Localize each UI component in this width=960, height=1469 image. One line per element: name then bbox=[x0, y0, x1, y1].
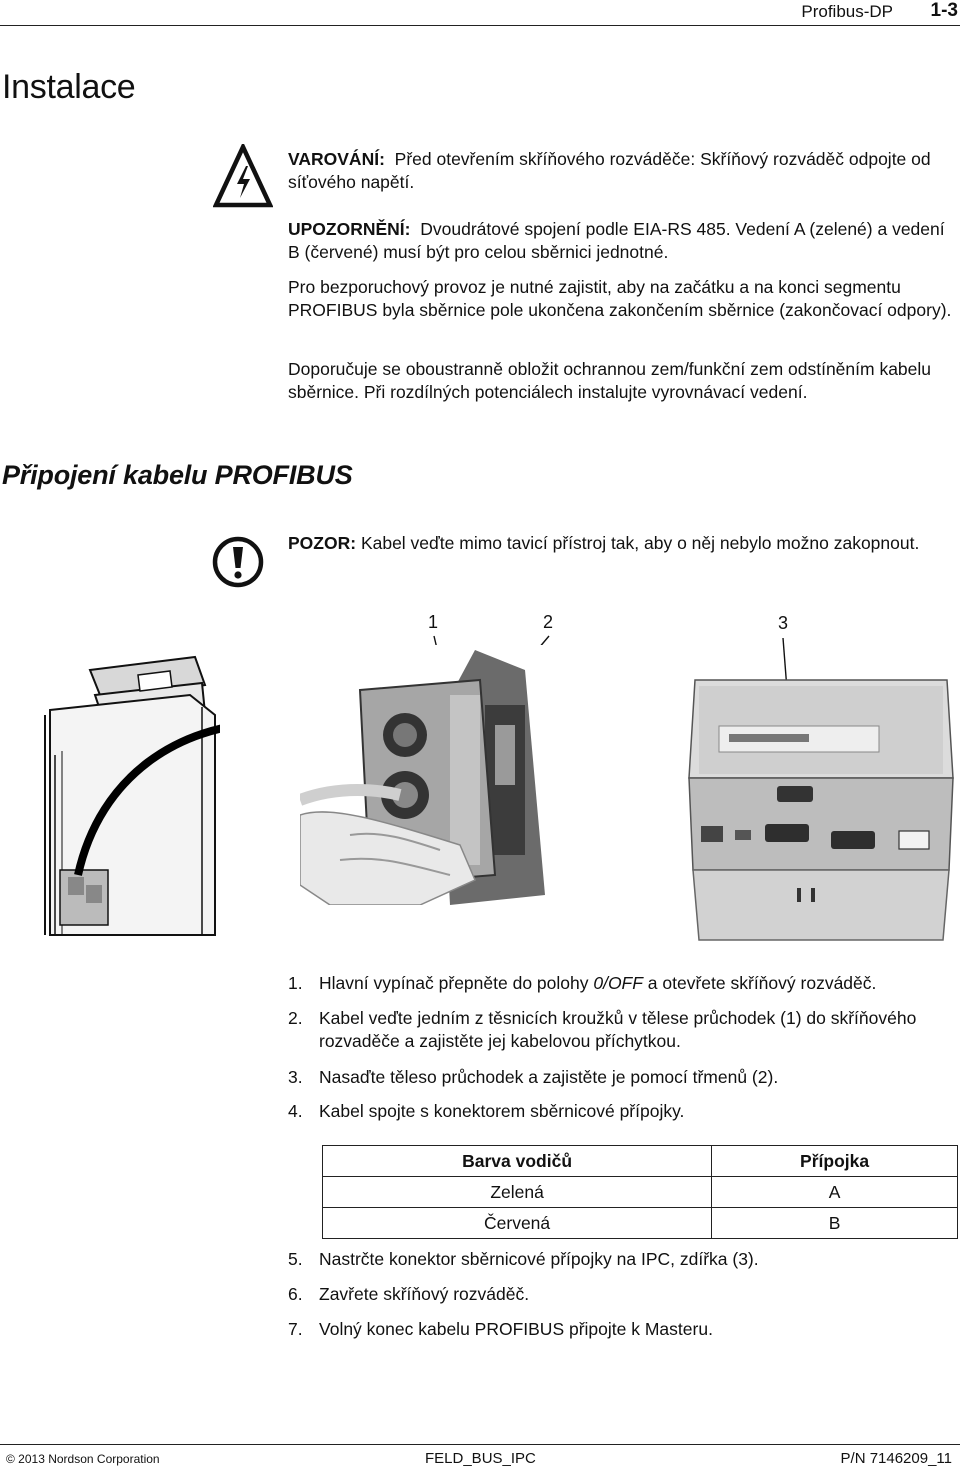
caution-text: Kabel veďte mimo tavicí přístroj tak, aby o něj nebylo možno zakopnout. bbox=[360, 533, 920, 553]
page-footer bbox=[0, 1444, 960, 1469]
cable-gland-photo bbox=[300, 645, 545, 905]
step-number: 2. bbox=[288, 1008, 303, 1028]
callout-1: 1 bbox=[428, 612, 439, 632]
step-number: 3. bbox=[288, 1067, 303, 1087]
ipc-connector-photo bbox=[685, 678, 957, 944]
step-text: Kabel veďte jedním z těsnicích kroužků v tělese průchodek (1) do skříňového rozvaděče a zajistěte jej kabelovou příchytkou. bbox=[319, 1008, 917, 1051]
section-heading-instalace: Instalace bbox=[2, 68, 136, 106]
section-heading-profibus: Připojení kabelu PROFIBUS bbox=[2, 460, 353, 490]
step-text: a otevřete skříňový rozváděč. bbox=[642, 973, 877, 993]
step-text: Volný konec kabelu PROFIBUS připojte k Masteru. bbox=[319, 1319, 713, 1339]
cabinet-figure bbox=[40, 655, 220, 940]
paragraph-termination: Pro bezporuchový provoz je nutné zajistit, aby na začátku a na konci segmentu PROFIBUS byla sběrnice pole ukončena zakončením sběrnice (zakončovací odpory). bbox=[288, 277, 952, 320]
table-cell: B bbox=[712, 1208, 958, 1239]
notice-text: Dvoudrátové spojení podle EIA-RS 485. Vedení A (zelené) a vedení B (červené) musí být pro celou sběrnici jednotné. bbox=[288, 219, 945, 262]
header-title: Profibus-DP bbox=[801, 2, 893, 21]
step-text: Kabel spojte s konektorem sběrnicové přípojky. bbox=[319, 1101, 685, 1121]
notice-block bbox=[288, 218, 958, 264]
step-number: 4. bbox=[288, 1101, 303, 1121]
step-4 bbox=[288, 1100, 958, 1123]
callout-3: 3 bbox=[778, 613, 789, 633]
switch-position: 0/OFF bbox=[593, 973, 643, 993]
table-row bbox=[323, 1177, 958, 1208]
warning-text: Před otevřením skříňového rozváděče: Skříňový rozváděč odpojte od síťového napětí. bbox=[288, 149, 931, 192]
caution-block bbox=[288, 532, 958, 555]
callout-2: 2 bbox=[543, 612, 554, 632]
step-number: 1. bbox=[288, 973, 303, 993]
page-number: 1-3 bbox=[930, 0, 958, 21]
part-number: P/N 7146209_11 bbox=[840, 1450, 952, 1467]
caution-label: POZOR: bbox=[288, 533, 357, 553]
step-number: 6. bbox=[288, 1284, 303, 1304]
step-number: 7. bbox=[288, 1319, 303, 1339]
step-7 bbox=[288, 1318, 958, 1341]
step-text: Hlavní vypínač přepněte do polohy bbox=[319, 973, 594, 993]
warning-label: VAROVÁNÍ: bbox=[288, 149, 385, 169]
wire-color-table bbox=[322, 1145, 958, 1239]
step-number: 5. bbox=[288, 1249, 303, 1269]
table-header-cell: Přípojka bbox=[712, 1146, 958, 1177]
table-cell: A bbox=[712, 1177, 958, 1208]
step-text: Zavřete skříňový rozváděč. bbox=[319, 1284, 530, 1304]
step-6 bbox=[288, 1283, 958, 1306]
step-text: Nasaďte těleso průchodek a zajistěte je pomocí třmenů (2). bbox=[319, 1067, 779, 1087]
step-3 bbox=[288, 1066, 958, 1089]
step-1 bbox=[288, 972, 958, 995]
table-cell: Červená bbox=[323, 1208, 712, 1239]
caution-exclamation-icon bbox=[212, 536, 264, 588]
table-header-cell: Barva vodičů bbox=[323, 1146, 712, 1177]
step-5 bbox=[288, 1248, 958, 1271]
table-header-row bbox=[323, 1146, 958, 1177]
step-2 bbox=[288, 1007, 958, 1053]
table-cell: Zelená bbox=[323, 1177, 712, 1208]
notice-label: UPOZORNĚNÍ: bbox=[288, 219, 411, 239]
table-row bbox=[323, 1208, 958, 1239]
paragraph-shielding: Doporučuje se oboustranně obložit ochrannou zem/funkční zem odstíněním kabelu sběrnice. Při rozdílných potenciálech instalujte vyrovnávací vedení. bbox=[288, 359, 932, 402]
page-header bbox=[0, 0, 960, 26]
warning-block bbox=[288, 148, 958, 194]
high-voltage-warning-icon bbox=[213, 144, 273, 208]
step-text: Nastrčte konektor sběrnicové přípojky na IPC, zdířka (3). bbox=[319, 1249, 759, 1269]
copyright: © 2013 Nordson Corporation bbox=[6, 1452, 160, 1466]
document-code: FELD_BUS_IPC bbox=[425, 1450, 536, 1467]
